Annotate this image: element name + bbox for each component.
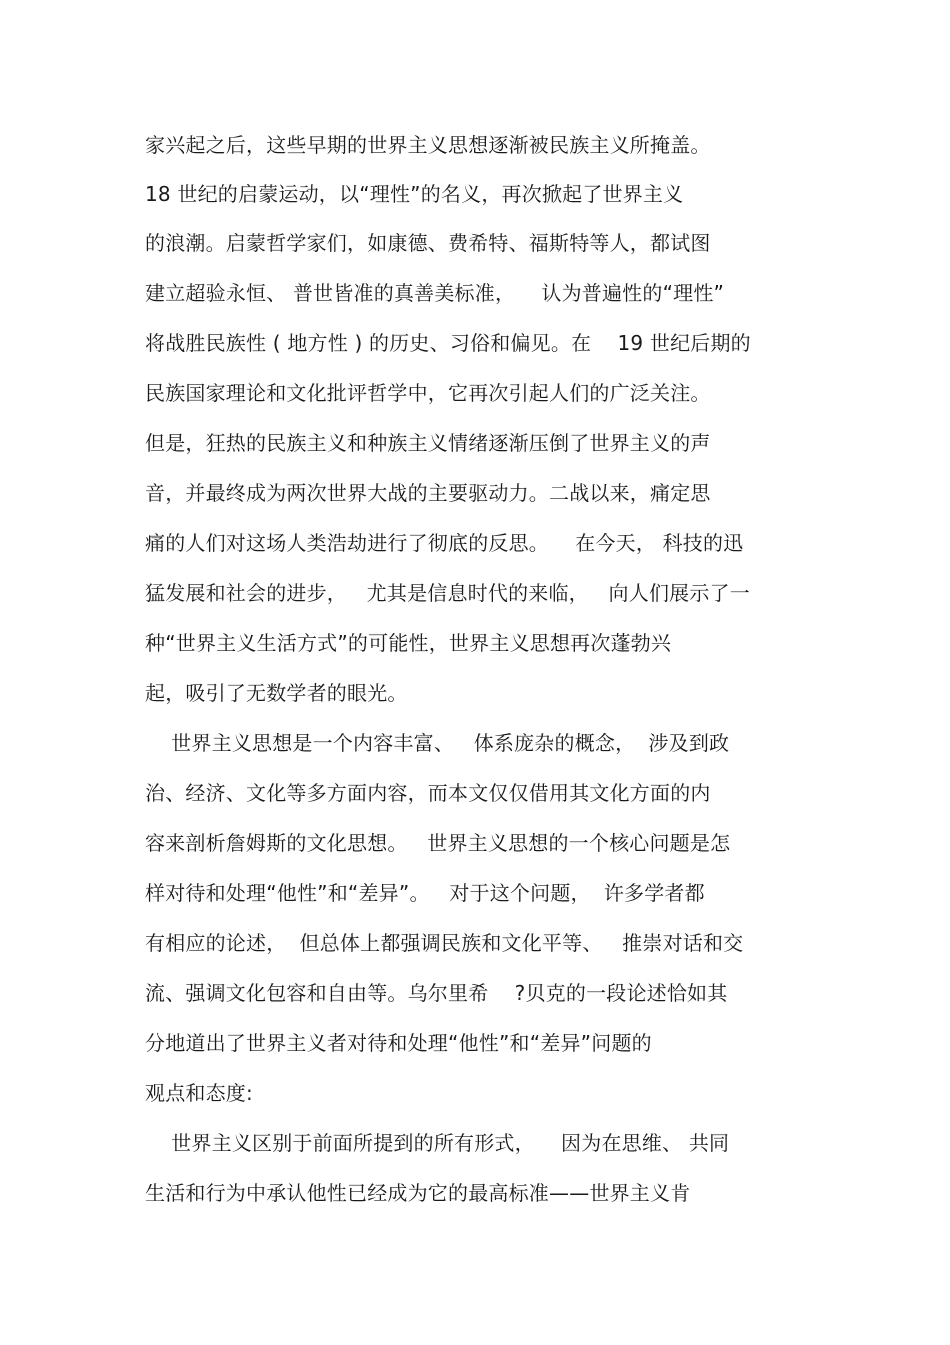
text-line-10: 猛发展和社会的进步， 尤其是信息时代的来临， 向人们展示了一 — [145, 581, 750, 605]
text-line-18: 流、强调文化包容和自由等。乌尔里希 ?贝克的一段论述恰如其 — [145, 981, 728, 1005]
text-line-9: 痛的人们对这场人类浩劫进行了彻底的反思。 在今天， 科技的迅 — [145, 531, 744, 555]
text-line-21: 世界主义区别于前面所提到的所有形式， 因为在思维、 共同 — [145, 1131, 730, 1155]
text-line-4: 建立超验永恒、 普世皆准的真善美标准， 认为普遍性的“理性” — [145, 281, 725, 305]
text-line-11: 种“世界主义生活方式”的可能性，世界主义思想再次蓬勃兴 — [145, 631, 672, 655]
text-line-6: 民族国家理论和文化批评哲学中，它再次引起人们的广泛关注。 — [145, 381, 711, 405]
text-line-12: 起，吸引了无数学者的眼光。 — [145, 681, 408, 705]
text-line-22: 生活和行为中承认他性已经成为它的最高标准——世界主义肯 — [145, 1181, 691, 1205]
text-line-1: 家兴起之后，这些早期的世界主义思想逐渐被民族主义所掩盖。 — [145, 133, 711, 157]
text-line-13: 世界主义思想是一个内容丰富、 体系庞杂的概念， 涉及到政 — [145, 731, 730, 755]
text-line-7: 但是，狂热的民族主义和种族主义情绪逐渐压倒了世界主义的声 — [145, 431, 711, 455]
text-line-15: 容来剖析詹姆斯的文化思想。 世界主义思想的一个核心问题是怎 — [145, 831, 731, 855]
text-line-8: 音，并最终成为两次世界大战的主要驱动力。二战以来，痛定思 — [145, 481, 711, 505]
text-line-14: 治、经济、文化等多方面内容，而本文仅仅借用其文化方面的内 — [145, 781, 711, 805]
text-line-16: 样对待和处理“他性”和“差异”。 对于这个问题， 许多学者都 — [145, 881, 705, 905]
text-line-20: 观点和态度: — [145, 1081, 253, 1105]
text-line-5: 将战胜民族性 ( 地方性 ) 的历史、习俗和偏见。在 19 世纪后期的 — [145, 331, 751, 355]
text-line-2: 18 世纪的启蒙运动，以“理性”的名义，再次掀起了世界主义 — [145, 182, 684, 206]
text-line-3: 的浪潮。启蒙哲学家们，如康德、费希特、福斯特等人，都试图 — [145, 231, 711, 255]
text-line-19: 分地道出了世界主义者对待和处理“他性”和“差异”问题的 — [145, 1031, 652, 1055]
text-line-17: 有相应的论述， 但总体上都强调民族和文化平等、 推崇对话和交 — [145, 931, 744, 955]
